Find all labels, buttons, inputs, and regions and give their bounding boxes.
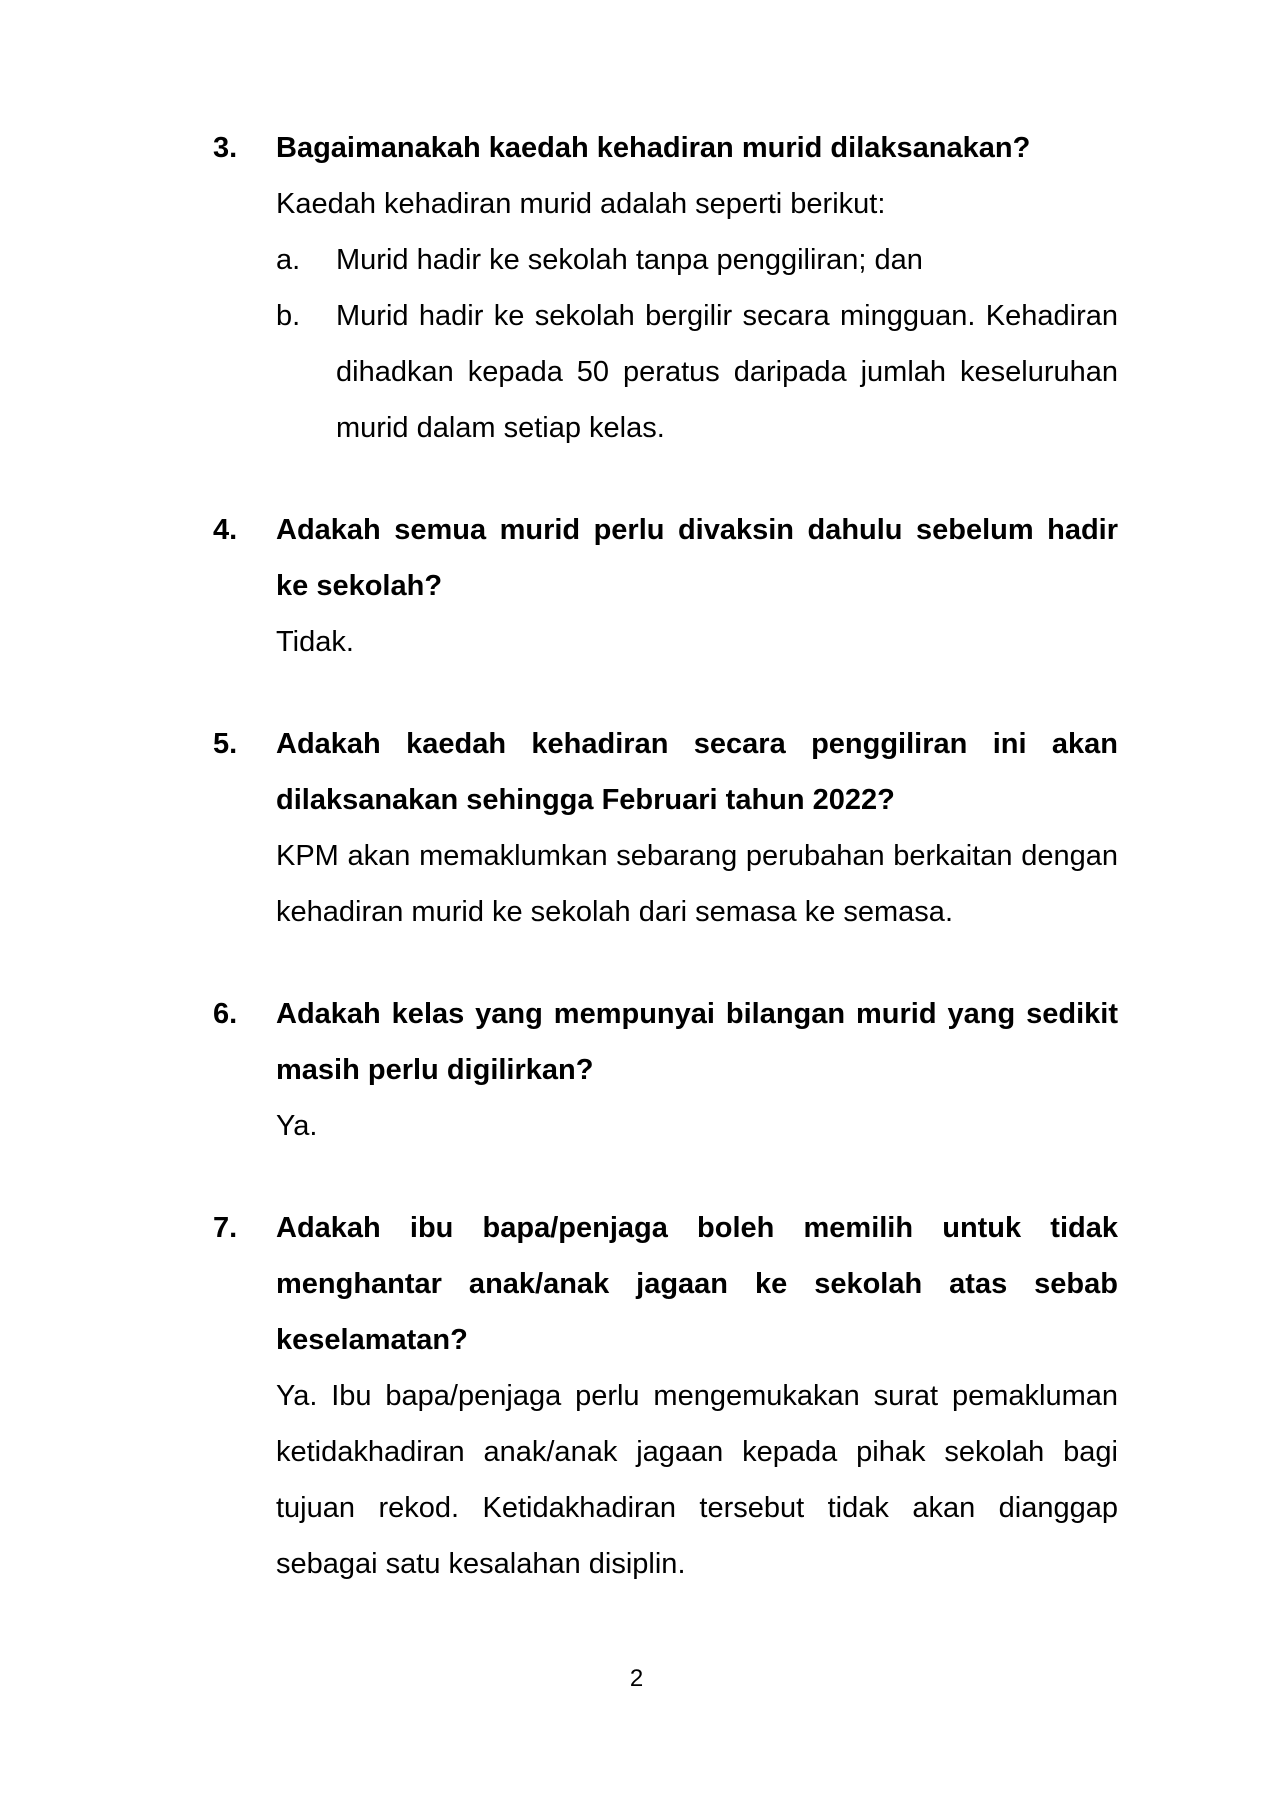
faq-item-7 [213, 1200, 1118, 1592]
answer-text: KPM akan memaklumkan sebarang perubahan berkaitan dengan kehadiran murid ke sekolah dari semasa ke semasa. [276, 840, 1118, 928]
question-number: 7. [213, 1212, 238, 1244]
sub-item-b [276, 288, 1118, 456]
question-text: Bagaimanakah kaedah kehadiran murid dilaksanakan? [276, 132, 1031, 164]
answer-text: Tidak. [276, 626, 354, 658]
question-number: 3. [213, 132, 238, 164]
page-number: 2 [629, 1665, 644, 1692]
question-text: Adakah kaedah kehadiran secara penggiliran ini akan dilaksanakan sehingga Februari tahun 2022? [276, 728, 1118, 816]
faq-item-body [276, 502, 1118, 670]
faq-item-body [276, 716, 1118, 940]
faq-item-body [276, 986, 1118, 1154]
answer-text: Ya. Ibu bapa/penjaga perlu mengemukakan surat pemakluman ketidakhadiran anak/anak jagaan kepada pihak sekolah bagi tujuan rekod. Ketidakhadiran tersebut tidak akan dianggap sebagai satu kesalahan disiplin. [276, 1380, 1118, 1580]
question-text: Adakah kelas yang mempunyai bilangan murid yang sedikit masih perlu digilirkan? [276, 998, 1118, 1086]
sub-item-text: Murid hadir ke sekolah bergilir secara mingguan. Kehadiran dihadkan kepada 50 peratus daripada jumlah keseluruhan murid dalam setiap kelas. [336, 300, 1118, 444]
question-text: Adakah semua murid perlu divaksin dahulu sebelum hadir ke sekolah? [276, 514, 1118, 602]
answer-text: Ya. [276, 1110, 318, 1142]
sub-item-label: a. [276, 244, 301, 276]
faq-item-body [276, 1200, 1118, 1592]
question-number: 4. [213, 514, 238, 546]
sub-item-a [276, 232, 1118, 288]
faq-item-6 [213, 986, 1118, 1154]
sub-item-label: b. [276, 300, 301, 332]
question-text: Adakah ibu bapa/penjaga boleh memilih untuk tidak menghantar anak/anak jagaan ke sekolah atas sebab keselamatan? [276, 1212, 1118, 1356]
sub-item-text: Murid hadir ke sekolah tanpa penggiliran; dan [336, 244, 923, 276]
question-number: 6. [213, 998, 238, 1030]
faq-content [213, 120, 1118, 1638]
faq-item-4 [213, 502, 1118, 670]
faq-item-body [276, 120, 1118, 456]
question-number: 5. [213, 728, 238, 760]
faq-item-5 [213, 716, 1118, 940]
faq-item-3 [213, 120, 1118, 456]
answer-intro: Kaedah kehadiran murid adalah seperti berikut: [276, 188, 886, 220]
